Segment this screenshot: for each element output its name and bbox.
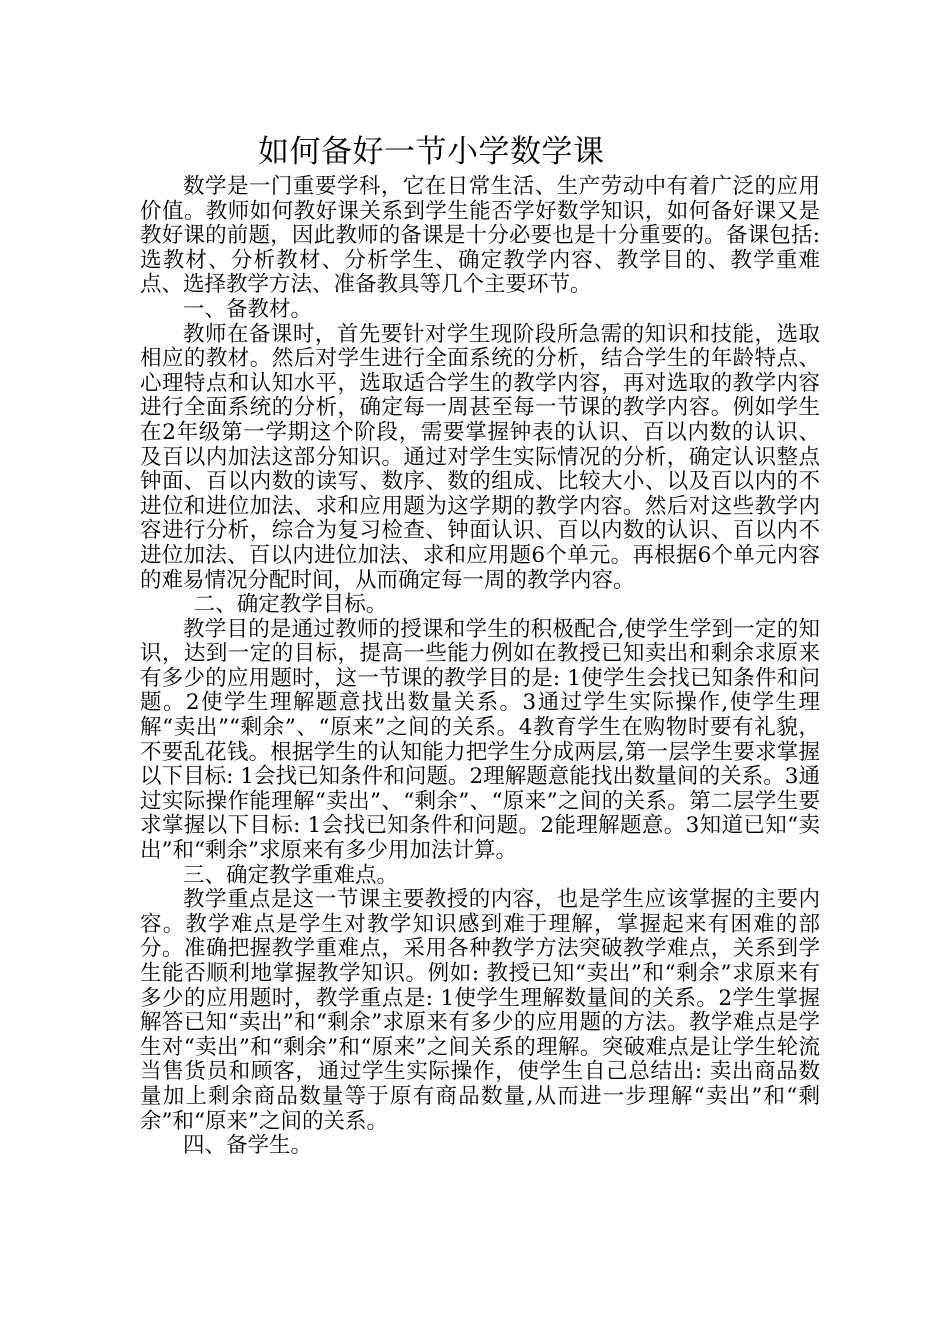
section-2-paragraph: 教学目的是通过教师的授课和学生的积极配合,使学生学到一定的知识，达到一定的目标，提高一些能力例如在教授已知卖出和剩余求原来有多少的应用题时，这一节课的教学目的是: 1使学生会找已知条件和问题。2使学生理解题意找出数量关系。3通过学生实际操作,使学生理解“卖出”“剩余”、“原来”之间的关系。4教育学生在购物时要有礼貌，不要乱花钱。根据学生的认知能力把学生分成两层,第一层学生要求掌握以下目标: 1会找已知条件和问题。2理解题意能找出数量间的关系。3通过实际操作能理解“卖出”、“剩余”、“原来”之间的关系。第二层学生要求掌握以下目标: 1会找已知条件和问题。2能理解题意。3知道已知“卖出”和“剩余”求原来有多少用加法计算。 [140,616,820,864]
section-4-heading: 四、备学生。 [183,1133,313,1159]
section-3-paragraph: 教学重点是这一节课主要教授的内容，也是学生应该掌握的主要内容。教学难点是学生对教学知识感到难于理解，掌握起来有困难的部分。准确把握教学重难点，采用各种教学方法突破教学难点，关系到学生能否顺利地掌握教学知识。例如: 教授已知“卖出”和“剩余”求原来有多少的应用题时，教学重点是: 1使学生理解数量间的关系。2学生掌握解答已知“卖出”和“剩余”求原来有多少的应用题的方法。教学难点是学生对“卖出”和“剩余”和“原来”之间关系的理解。突破难点是让学生轮流当售货员和顾客，通过学生实际操作，使学生自己总结出: 卖出商品数量加上剩余商品数量等于原有商品数量,从而进一步理解“卖出”和“剩余”和“原来”之间的关系。 [140,887,820,1134]
document-body [140,175,820,1159]
section-3-heading: 三、确定教学重难点。 [183,862,399,888]
section-1-heading: 一、备教材。 [183,296,313,322]
section-1-paragraph: 教师在备课时，首先要针对学生现阶段所急需的知识和技能，选取相应的教材。然后对学生进行全面系统的分析，结合学生的年龄特点、心理特点和认知水平，选取适合学生的教学内容，再对选取的教学内容进行全面系统的分析，确定每一周甚至每一节课的教学内容。例如学生在2年级第一学期这个阶段，需要掌握钟表的认识、百以内数的认识、及百以内加法这部分知识。通过对学生实际情况的分析，确定认识整点钟面、百以内数的读写、数序、数的组成、比较大小、以及百以内的不进位和进位加法、求和应用题为这学期的教学内容。然后对这些教学内容进行分析，综合为复习检查、钟面认识、百以内数的认识、百以内不进位加法、百以内进位加法、求和应用题6个单元。再根据6个单元内容的难易情况分配时间，从而确定每一周的教学内容。 [140,321,820,593]
intro-paragraph: 数学是一门重要学科，它在日常生活、生产劳动中有着广泛的应用价值。教师如何教好课关系到学生能否学好数学知识，如何备好课又是教好课的前题，因此教师的备课是十分必要也是十分重要的。备课包括: 选教材、分析教材、分析学生、确定教学内容、教学目的、教学重难点、选择教学方法、准备教具等几个主要环节。 [140,174,820,298]
document-title: 如何备好一节小学数学课 [258,134,605,170]
section-2-heading: 二、确定教学目标。 [193,592,388,618]
